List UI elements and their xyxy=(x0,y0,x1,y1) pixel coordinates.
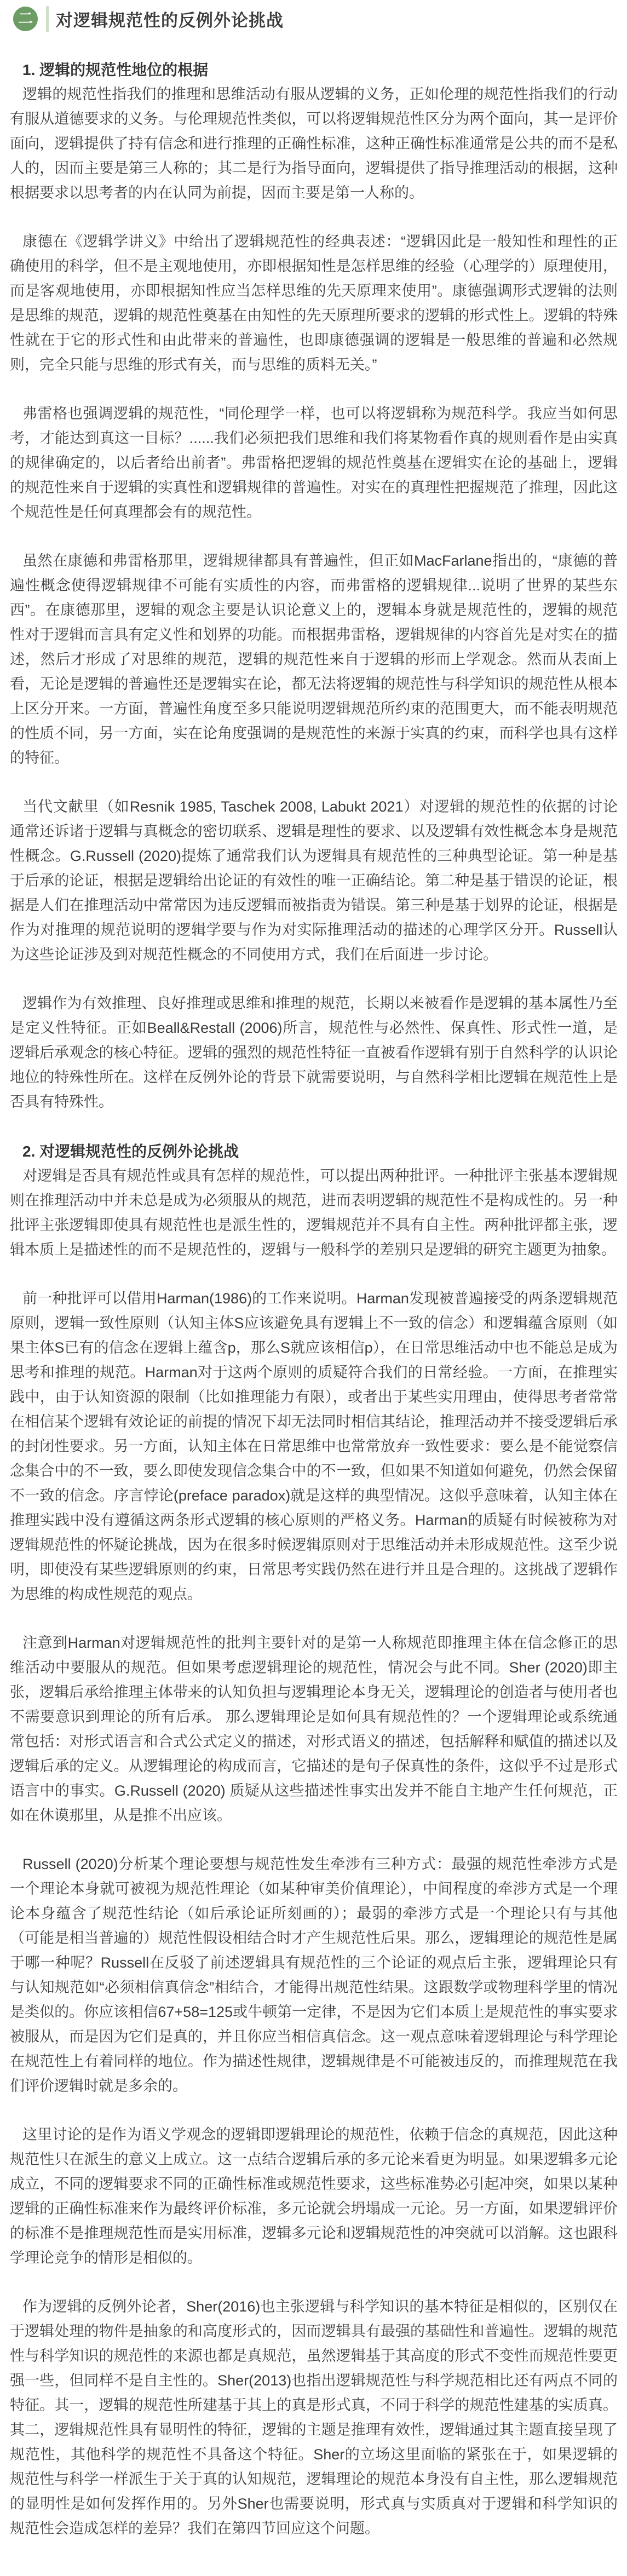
section-number-badge-icon xyxy=(13,7,38,31)
badge-character: 二 xyxy=(18,10,33,27)
paragraph-1-2: 康德在《逻辑学讲义》中给出了逻辑规范性的经典表述：“逻辑因此是一般知性和理性的正确使用的科学，但不是主观地使用，亦即根据知性是怎样思维的经验（心理学的）原理使用，而是客观地使用，亦即根据知性应当怎样思维的先天原理来使用”。康德强调形式逻辑的法则是思维的规范，逻辑的规范性奠基在由知性的先天原理所要求的逻辑的形式性上。逻辑的特殊性就在于它的形式性和由此带来的普遍性，也即康德强调的逻辑是一般思维的普遍和必然规则，完全只能与思维的形式有关，而与思维的质料无关。” xyxy=(10,233,618,373)
paragraph-2-6: 作为逻辑的反例外论者，Sher(2016)也主张逻辑与科学知识的基本特征是相似的，区别仅在于逻辑处理的物件是抽象的和高度形式的，因而逻辑具有最强的基础性和普遍性。逻辑的规范性与科学知识的规范性的来源也都是真规范，虽然逻辑基于其高度的形式不变性而规范性要更强一些，但同样不是自主性的。Sher(2013)也指出逻辑规范性与科学规范相比还有两点不同的特征。其一，逻辑的规范性所建基于其上的真是形式真，不同于科学的规范性建基的实质真。其二，逻辑规范性具有显明性的特征，逻辑的主题是推理有效性，逻辑通过其主题直接呈现了规范性，其他科学的规范性不具备这个特征。Sher的立场这里面临的紧张在于，如果逻辑的规范性与科学一样派生于关于真的认知规范，逻辑理论的规范本身没有自主性，那么逻辑规范的显明性是如何发挥作用的。另外Sher也需要说明，形式真与实质真对于逻辑和科学知识的规范性会造成怎样的差异？我们在第四节回应这个问题。 xyxy=(10,2298,618,2537)
paragraph-2-1: 对逻辑是否具有规范性或具有怎样的规范性，可以提出两种批评。一种批评主张基本逻辑规则在推理活动中并未总是成为必须服从的规范，进而表明逻辑的规范性不是构成性的。另一种批评主张逻辑即使具有规范性也是派生性的，逻辑规范并不具有自主性。两种批评都主张，逻辑本质上是描述性的而不是规范性的，逻辑与一般科学的差别只是逻辑的研究主题更为抽象。 xyxy=(10,1168,618,1258)
accent-bar xyxy=(46,6,49,32)
paragraph-2-5: 这里讨论的是作为语义学观念的逻辑即逻辑理论的规范性，依赖于信念的真规范，因此这种规范性只在派生的意义上成立。这一点结合逻辑后承的多元论来看更为明显。如果逻辑多元论成立，不同的逻辑要求不同的正确性标准或规范性要求，这些标准势必引起冲突，如果以某种逻辑的正确性标准来作为最终评价标准，多元论就会坍塌成一元论。另一方面，如果逻辑评价的标准不是推理规范性而是实用标准，逻辑多元论和逻辑规范性的冲突就可以消解。这也跟科学理论竞争的情形是相似的。 xyxy=(10,2126,618,2266)
page-title: 对逻辑规范性的反例外论挑战 xyxy=(56,10,284,30)
paragraph-1-1: 逻辑的规范性指我们的推理和思维活动有服从逻辑的义务，正如伦理的规范性指我们的行动有服从道德要求的义务。与伦理规范性类似，可以将逻辑规范性区分为两个面向，其一是评价面向，逻辑提供了持有信念和进行推理的正确性标准，这种正确性标准通常是公共的而不是私人的，因而主要是第三人称的；其二是行为指导面向，逻辑提供了指导推理活动的根据，这种根据要求以思考者的内在认同为前提，因而主要是第一人称的。 xyxy=(10,86,618,201)
paragraph-1-5: 当代文献里（如Resnik 1985, Taschek 2008, Labukt 2021）对逻辑的规范性的依据的讨论通常还诉诸于逻辑与真概念的密切联系、逻辑是理性的要求、以及逻辑有效性概念本身是规范性概念。G.Russell (2020)提炼了通常我们认为逻辑具有规范性的三种典型论证。第一种是基于后承的论证，根据是逻辑给出论证的有效性的唯一正确结论。第二种是基于错误的论证，根据是人们在推理活动中常常因为违反逻辑而被指责为错误。第三种是基于划界的论证，根据是作为对推理的规范说明的逻辑学要与作为对实际推理活动的描述的心理学区分开。Russell认为这些论证涉及到对规范性概念的不同使用方式，我们在后面进一步讨论。 xyxy=(10,798,618,963)
paragraph-2-4: Russell (2020)分析某个理论要想与规范性发生牵涉有三种方式：最强的规范性牵涉方式是一个理论本身就可被视为规范性理论（如某种审美价值理论），中间程度的牵涉方式是一个理论本身蕴含了规范性结论（如后承论证所刻画的）；最弱的牵涉方式是一个理论只有与其他（可能是相当普遍的）规范性假设相结合时才产生规范性后果。那么，逻辑理论的规范性是属于哪一种呢？Russell在反驳了前述逻辑具有规范性的三个论证的观点后主张，逻辑理论只有与认知规范如“必须相信真信念”相结合，才能得出规范性结果。这跟数学或物理科学里的情况是类似的。你应该相信67+58=125或牛顿第一定律，不是因为它们本质上是规范性的事实要求被服从，而是因为它们是真的，并且你应当相信真信念。这一观点意味着逻辑理论与科学理论在规范性上有着同样的地位。作为描述性规律，逻辑规律是不可能被违反的，而推理规范在我们评价逻辑时就是多余的。 xyxy=(10,1856,618,2094)
paragraph-2-3: 注意到Harman对逻辑规范性的批判主要针对的是第一人称规范即推理主体在信念修正的思维活动中要服从的规范。但如果考虑逻辑理论的规范性，情况会与此不同。Sher (2020)即主张，逻辑后承给推理主体带来的认知负担与逻辑理论本身无关，逻辑理论的创造者与使用者也不需要意识到理论的所有后承。 那么逻辑理论是如何具有规范性的？一个逻辑理论或系统通常包括：对形式语言和合式公式定义的描述，对形式语义的描述，包括解释和赋值的描述以及逻辑后承的定义。从逻辑理论的构成而言，它描述的是句子保真性的条件，这似乎不过是形式语言中的事实。G.Russell (2020) 质疑从这些描述性事实出发并不能自主地产生任何规范，正如在休谟那里，从是推不出应该。 xyxy=(10,1635,618,1824)
paragraph-1-6: 逻辑作为有效推理、良好推理或思维和推理的规范，长期以来被看作是逻辑的基本属性乃至是定义性特征。正如Beall&Restall (2006)所言，规范性与必然性、保真性、形式性一道，是逻辑后承观念的核心特征。逻辑的强烈的规范性特征一直被看作逻辑有别于自然科学的认识论地位的特殊性所在。这样在反例外论的背景下就需要说明，与自然科学相比逻辑在规范性上是否具有特殊性。 xyxy=(10,995,618,1110)
paragraph-1-4: 虽然在康德和弗雷格那里，逻辑规律都具有普遍性，但正如MacFarlane指出的，“康德的普遍性概念使得逻辑规律不可能有实质性的内容，而弗雷格的逻辑规律...说明了世界的某些东西”。在康德那里，逻辑的观念主要是认识论意义上的，逻辑本身就是规范性的，逻辑的规范性对于逻辑而言具有定义性和划界的功能。而根据弗雷格，逻辑规律的内容首先是对实在的描述，然后才形成了对思维的规范，逻辑的规范性来自于逻辑的形而上学观念。然而从表面上看，无论是逻辑的普遍性还是逻辑实在论，都无法将逻辑的规范性与科学知识的规范性从根本上区分开来。一方面，普遍性角度至多只能说明逻辑规范所约束的范围更大，而不能表明规范的性质不同，另一方面，实在论角度强调的是规范性的来源于实真的约束，而科学也具有这样的特征。 xyxy=(10,553,618,766)
paragraph-1-3: 弗雷格也强调逻辑的规范性，“同伦理学一样，也可以将逻辑称为规范科学。我应当如何思考，才能达到真这一目标？......我们必须把我们思维和我们将某物看作真的规则看作是由实真的规律确定的，以后者给出前者”。弗雷格把逻辑的规范性奠基在逻辑实在论的基础上，逻辑的规范性来自于逻辑的实真性和逻辑规律的普遍性。对实在的真理性把握规范了推理，因此这个规范性是任何真理都会有的规范性。 xyxy=(10,405,618,520)
section-1-heading: 1. 逻辑的规范性地位的根据 xyxy=(22,61,209,78)
section-2-heading: 2. 对逻辑规范性的反例外论挑战 xyxy=(22,1143,239,1160)
paragraph-2-2: 前一种批评可以借用Harman(1986)的工作来说明。Harman发现被普遍接受的两条逻辑规范原则，逻辑一致性原则（认知主体S应该避免具有逻辑上不一致的信念）和逻辑蕴含原则（如果主体S已有的信念在逻辑上蕴含p，那么S就应该相信p），在日常思维活动中也不能总是成为思考和推理的规范。Harman对于这两个原则的质疑符合我们的日常经验。一方面，在推理实践中，由于认知资源的限制（比如推理能力有限），或者出于某些实用理由，使得思考者常常在相信某个逻辑有效论证的前提的情况下却无法同时相信其结论，推理活动并不接受逻辑后承的封闭性要求。另一方面，认知主体在日常思维中也常常放弃一致性要求：要么是不能觉察信念集合中的不一致，要么即使发现信念集合中的不一致，但如果不知道如何避免，仍然会保留不一致的信念。序言悖论(preface paradox)就是这样的典型情况。这似乎意味着，认知主体在推理实践中没有遵循这两条形式逻辑的核心原则的严格义务。Harman的质疑有时候被称为对逻辑规范性的怀疑论挑战，因为在很多时候逻辑原则对于思维活动并未形成规范性。这至少说明，即使没有某些逻辑原则的约束，日常思考实践仍然在进行并且是合理的。这挑战了逻辑作为思维的构成性规范的观点。 xyxy=(10,1290,618,1602)
doc-header xyxy=(13,4,618,33)
